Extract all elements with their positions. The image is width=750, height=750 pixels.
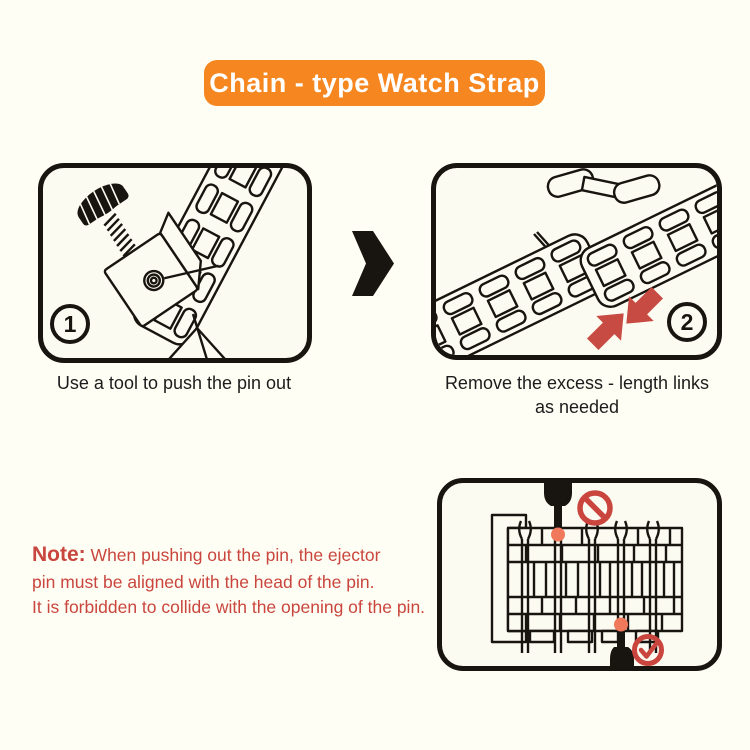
step-2-number: 2	[680, 308, 694, 335]
no-symbol-icon	[580, 493, 610, 523]
step-1-number-badge	[50, 304, 90, 344]
note-line2: pin must be aligned with the head of the pin.	[32, 571, 375, 592]
red-arrow-icon	[580, 301, 636, 355]
step-1-caption: Use a tool to push the pin out	[56, 373, 292, 393]
note-label: Note:	[32, 543, 86, 566]
title-banner	[204, 60, 545, 106]
step-2-caption-line1: Remove the excess - length links	[444, 373, 710, 393]
screw-thread-illustration	[102, 214, 137, 256]
contact-dot	[614, 618, 628, 632]
pin-alignment-illustration	[442, 483, 717, 666]
step-1-panel	[38, 163, 312, 363]
knurled-knob-illustration	[71, 176, 131, 229]
watch-band-lower-illustration	[436, 230, 609, 355]
note-line3: It is forbidden to collide with the opening of the pin.	[32, 596, 426, 617]
removed-link-illustration	[546, 168, 662, 222]
link-cross-section-illustration	[492, 515, 682, 653]
step-1-number: 1	[63, 310, 77, 337]
step-2-panel	[431, 163, 722, 360]
step-2-number-badge	[667, 302, 707, 342]
alignment-detail-panel	[437, 478, 722, 671]
note-line1: When pushing out the pin, the ejector	[90, 545, 381, 565]
next-step-arrow-icon	[352, 231, 394, 296]
page-title: Chain - type Watch Strap	[209, 67, 540, 98]
step-2-caption	[427, 371, 727, 419]
contact-dot	[551, 528, 565, 542]
step-2-caption-line2: as needed	[534, 397, 620, 417]
note-text	[32, 540, 462, 620]
ejector-tool-top-illustration	[544, 483, 572, 528]
